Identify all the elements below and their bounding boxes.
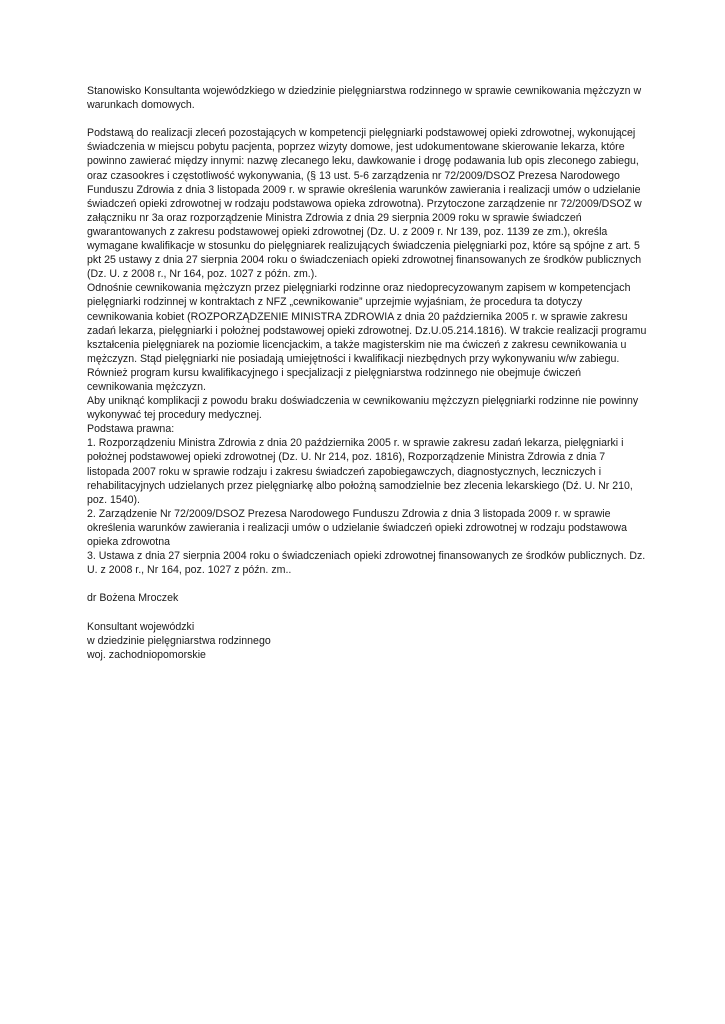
legal-basis-item-1: 1. Rozporządzeniu Ministra Zdrowia z dnia 20 października 2005 r. w sprawie zakresu zadań lekarza, pielęgniarki i położnej podstawowej opieki zdrowotnej (Dz. U. Nr 214, poz. 1816), Rozporządzenie Ministra Zdrowia z dnia 7 listopada 2007 roku w sprawie rodzaju i zakresu świadczeń zapobiegawczych, diagnostycznych, leczniczych i rehabilitacyjnych udzielanych przez pielęgniarkę albo położną samodzielnie bez zlecenia lekarskiego (Dź. U. Nr 210, poz. 1540). [87, 437, 633, 506]
spacer [87, 605, 647, 619]
body-paragraph-2: Odnośnie cewnikowania mężczyzn przez pielęgniarki rodzinne oraz niedoprecyzowanym zapisem w kompetencjach pielęgniarki rodzinnej w kontraktach z NFZ „cewnikowanie” uprzejmie wyjaśniam, że procedura ta dotyczy cewnikowania kobiet (ROZPORZĄDZENIE MINISTRA ZDROWIA z dnia 20 października 2005 r. w sprawie zakresu zadań lekarza, pielęgniarki i położnej podstawowej opieki zdrowotnej. Dz.U.05.214.1816). W trakcie realizacji programu kształcenia pielęgniarek na poziomie licencjackim, a także magisterskim nie ma ćwiczeń z zakresu cewnikowania u mężczyzn. Stąd pielęgniarki nie posiadają umiejętności i kwalifikacji niezbędnych przy wykonywaniu w/w zabiegu. Również program kursu kwalifikacyjnego i specjalizacji z pielęgniarstwa rodzinnego nie obejmuje ćwiczeń cewnikowania mężczyzn. [87, 282, 647, 393]
body-paragraph-3: Aby uniknąć komplikacji z powodu braku doświadczenia w cewnikowaniu mężczyzn pielęgniarki rodzinne nie powinny wykonywać tej procedury medycznej. [87, 395, 639, 422]
legal-basis-label: Podstawa prawna: [87, 423, 175, 436]
document-title: Stanowisko Konsultanta wojewódzkiego w dziedzinie pielęgniarstwa rodzinnego w sprawie cewnikowania mężczyzn w warunkach domowych. [87, 85, 642, 112]
legal-basis-item-2: 2. Zarządzenie Nr 72/2009/DSOZ Prezesa Narodowego Funduszu Zdrowia z dnia 3 listopada 2009 r. w sprawie określenia warunków zawierania i realizacji umów o udzielanie świadczeń opieki zdrowotnej w rodzaju podstawowa opieka zdrowotna [87, 507, 627, 548]
legal-basis-item-3: 3. Ustawa z dnia 27 sierpnia 2004 roku o świadczeniach opieki zdrowotnej finansowanych ze środków publicznych. Dz. U. z 2008 r., Nr 164, poz. 1027 z późn. zm.. [87, 550, 646, 577]
signature-role-line-3: woj. zachodniopomorskie [87, 648, 206, 661]
signature-role-line-1: Konsultant wojewódzki [87, 620, 195, 633]
signature-role-line-2: w dziedzinie pielęgniarstwa rodzinnego [87, 634, 271, 647]
signature-name: dr Bożena Mroczek [87, 592, 179, 605]
spacer [87, 577, 647, 591]
body-paragraph-1: Podstawą do realizacji zleceń pozostających w kompetencji pielęgniarki podstawowej opieki zdrowotnej, wykonującej świadczenia w miejscu pobytu pacjenta, poprzez wizyty domowe, jest udokumentowane skierowanie lekarza, które powinno zawierać między innymi: nazwę zlecanego leku, dawkowanie i drogę podawania lub opis zleconego zabiegu, oraz czasookres i częstotliwość wykonywania, (§ 13 ust. 5-6 zarządzenia nr 72/2009/DSOZ Prezesa Narodowego Funduszu Zdrowia z dnia 3 listopada 2009 r. w sprawie określenia warunków zawierania i realizacji umów o udzielanie świadczeń opieki zdrowotnej w rodzaju podstawowa opieka zdrowotna). Przytoczone zarządzenie nr 72/2009/DSOZ w załączniku nr 3a oraz rozporządzenie Ministra Zdrowia z dnia 29 sierpnia 2009 roku w sprawie świadczeń gwarantowanych z zakresu podstawowej opieki zdrowotnej (Dz. U. z 2009 r. Nr 139, poz. 1139 ze zm.), określa wymagane kwalifikacje w stosunku do pielęgniarek realizujących świadczenia pielęgniarki poz, które są spójne z art. 5 pkt 25 ustawy z dnia 27 sierpnia 2004 roku o świadczeniach opieki zdrowotnej finansowanych ze środków publicznych (Dz. U. z 2008 r., Nr 164, poz. 1027 z późn. zm.). [87, 127, 642, 281]
spacer [87, 112, 647, 126]
document-page [87, 84, 647, 662]
